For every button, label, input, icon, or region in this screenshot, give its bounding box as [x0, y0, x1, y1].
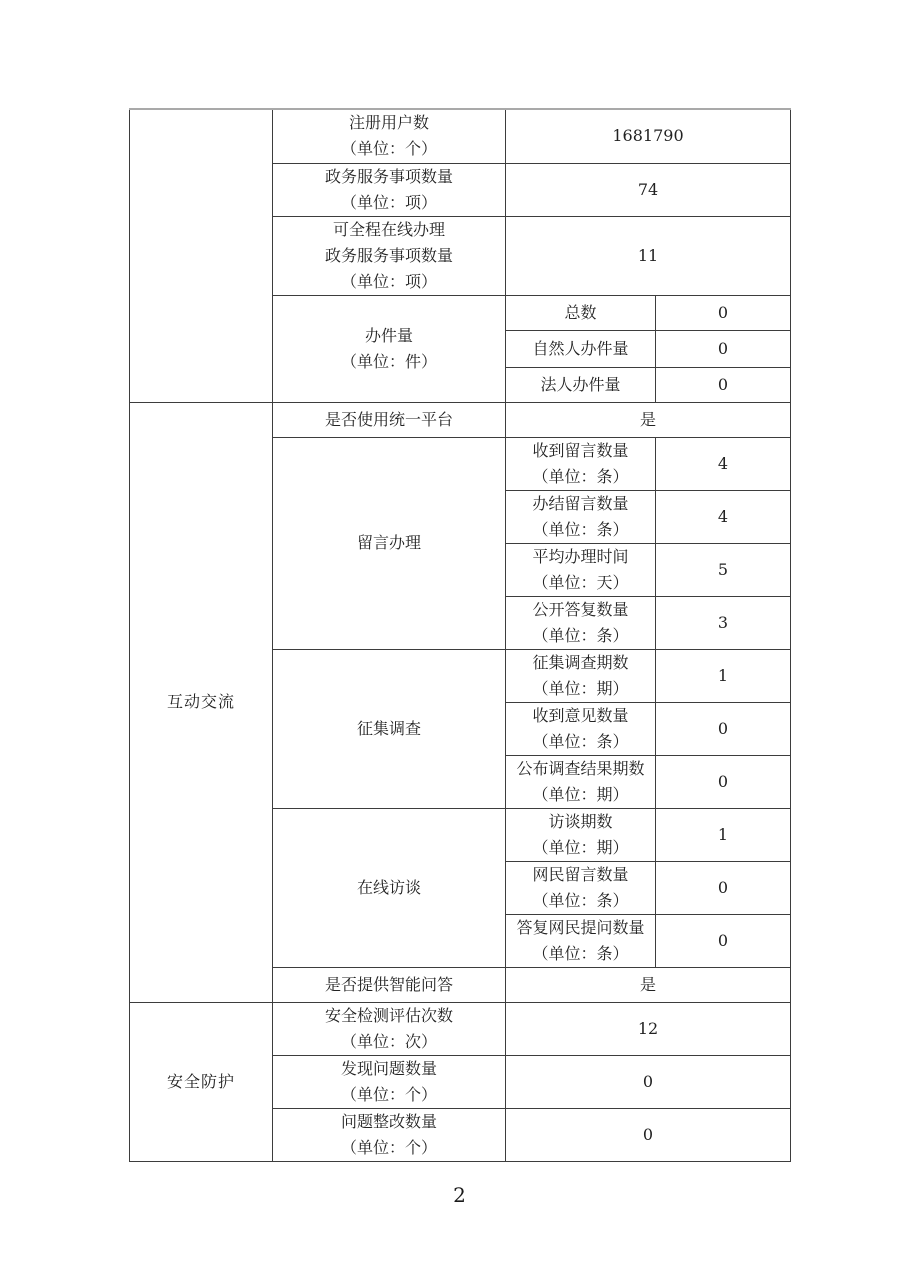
sublabel-messages-resolved — [506, 490, 656, 543]
label-unified-platform: 是否使用统一平台 — [273, 402, 506, 437]
sublabel-survey-results-published — [506, 755, 656, 808]
label-line: 平均办理时间 — [532, 546, 629, 566]
subvalue-questions-answered: 0 — [656, 914, 791, 967]
unit-line: （单位：条） — [532, 519, 629, 539]
label-line: 问题整改数量 — [340, 1111, 437, 1131]
subvalue-legal-person-cases: 0 — [656, 367, 791, 402]
label-line: 可全程在线办理 — [332, 219, 445, 239]
unit-line: （单位：项） — [340, 192, 437, 212]
label-cases-handled — [273, 295, 506, 402]
sublabel-opinions-received — [506, 702, 656, 755]
subvalue-survey-periods: 1 — [656, 649, 791, 702]
label-registered-users — [273, 109, 506, 163]
label-line: 公开答复数量 — [532, 599, 629, 619]
label-online-interview: 在线访谈 — [273, 808, 506, 967]
unit-line: （单位：次） — [340, 1031, 437, 1051]
value-full-online-service-items: 11 — [506, 216, 791, 295]
label-line: 网民留言数量 — [532, 864, 629, 884]
unit-line: （单位：件） — [340, 351, 437, 371]
label-problems-found — [273, 1055, 506, 1108]
sublabel-natural-person-cases: 自然人办件量 — [506, 330, 656, 367]
table-row — [130, 109, 791, 163]
sublabel-survey-periods — [506, 649, 656, 702]
label-line: 访谈期数 — [548, 811, 613, 831]
unit-line: （单位：条） — [532, 943, 629, 963]
unit-line: （单位：期） — [532, 784, 629, 804]
value-smart-qa: 是 — [506, 967, 791, 1002]
sublabel-netizen-messages — [506, 861, 656, 914]
subvalue-netizen-messages: 0 — [656, 861, 791, 914]
subvalue-average-handling-time: 5 — [656, 543, 791, 596]
value-security-assessments: 12 — [506, 1002, 791, 1055]
government-website-report-table — [129, 108, 791, 1162]
group-cell-interaction: 互动交流 — [130, 402, 273, 1002]
unit-line: （单位：条） — [532, 625, 629, 645]
value-service-items: 74 — [506, 163, 791, 216]
subvalue-natural-person-cases: 0 — [656, 330, 791, 367]
label-problems-rectified — [273, 1108, 506, 1161]
label-line: 安全检测评估次数 — [324, 1005, 453, 1025]
label-line: 发现问题数量 — [340, 1058, 437, 1078]
unit-line: （单位：个） — [340, 139, 437, 159]
subvalue-messages-resolved: 4 — [656, 490, 791, 543]
sublabel-interview-periods — [506, 808, 656, 861]
group-cell-security: 安全防护 — [130, 1002, 273, 1161]
unit-line: （单位：个） — [340, 1137, 437, 1157]
table-row — [130, 402, 791, 437]
table-row — [130, 1002, 791, 1055]
unit-line: （单位：天） — [532, 572, 629, 592]
label-line: 政务服务事项数量 — [324, 166, 453, 186]
value-unified-platform: 是 — [506, 402, 791, 437]
sublabel-messages-received — [506, 437, 656, 490]
value-problems-rectified: 0 — [506, 1108, 791, 1161]
value-problems-found: 0 — [506, 1055, 791, 1108]
label-full-online-service-items — [273, 216, 506, 295]
sublabel-average-handling-time — [506, 543, 656, 596]
label-line: 收到意见数量 — [532, 705, 629, 725]
label-line: 办件量 — [364, 325, 413, 345]
label-service-items — [273, 163, 506, 216]
value-registered-users: 1681790 — [506, 109, 791, 163]
label-line: 政务服务事项数量 — [324, 245, 453, 265]
unit-line: （单位：个） — [340, 1084, 437, 1104]
label-line: 收到留言数量 — [532, 440, 629, 460]
unit-line: （单位：期） — [532, 678, 629, 698]
label-line: 注册用户数 — [348, 113, 429, 133]
unit-line: （单位：项） — [340, 271, 437, 291]
unit-line: （单位：条） — [532, 466, 629, 486]
subvalue-total: 0 — [656, 295, 791, 330]
label-security-assessments — [273, 1002, 506, 1055]
unit-line: （单位：期） — [532, 837, 629, 857]
sublabel-public-replies — [506, 596, 656, 649]
sublabel-questions-answered — [506, 914, 656, 967]
label-line: 办结留言数量 — [532, 493, 629, 513]
label-line: 征集调查期数 — [532, 652, 629, 672]
page-number: 2 — [453, 1183, 466, 1207]
subvalue-opinions-received: 0 — [656, 702, 791, 755]
label-smart-qa: 是否提供智能问答 — [273, 967, 506, 1002]
subvalue-interview-periods: 1 — [656, 808, 791, 861]
subvalue-survey-results-published: 0 — [656, 755, 791, 808]
unit-line: （单位：条） — [532, 890, 629, 910]
subvalue-public-replies: 3 — [656, 596, 791, 649]
label-line: 答复网民提问数量 — [516, 917, 645, 937]
label-survey-collection: 征集调查 — [273, 649, 506, 808]
label-message-handling: 留言办理 — [273, 437, 506, 649]
sublabel-legal-person-cases: 法人办件量 — [506, 367, 656, 402]
label-line: 公布调查结果期数 — [516, 758, 645, 778]
sublabel-total: 总数 — [506, 295, 656, 330]
subvalue-messages-received: 4 — [656, 437, 791, 490]
group-cell-blank — [130, 109, 273, 402]
unit-line: （单位：条） — [532, 731, 629, 751]
